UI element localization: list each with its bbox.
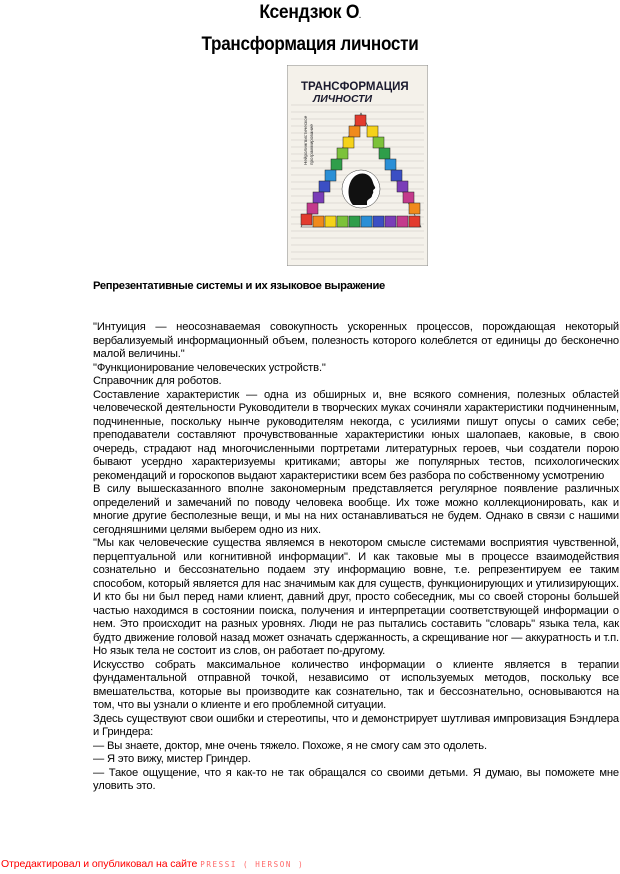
section-heading: Репрезентативные системы и их языковое выражение	[93, 280, 385, 292]
paragraph: В силу вышесказанного вполне закономерным представляется регулярное появление различных определений и замечаний по поводу человека вообще. Их тоже можно коллекционировать, как и многие другие бесполезные вещи, и мы на них останавливаться не будем. Однако в связи с нашими сегодняшними целями выберем одно из них.	[93, 483, 619, 536]
head-silhouette	[342, 170, 380, 208]
paragraph: — Вы знаете, доктор, мне очень тяжело. Похоже, я не смогу сам это одолеть.	[93, 739, 487, 752]
author-name	[25, 2, 595, 24]
site-logo[interactable]: PRESSI ( HERSON )	[200, 860, 305, 869]
cover-side-line1: Нейролингвистическое	[303, 115, 308, 165]
book-title: Трансформация личности	[201, 34, 419, 55]
paragraph: Искусство собрать максимальное количество информации о клиенте является в терапии фундаментальной отправной точкой, независимо от используемых методов, поскольку все вмешательства, которые вы производите как сознательно, так и бессознательно, основываются на том, что вы узнали о клиенте и его проблемной ситуации.	[93, 658, 619, 711]
cover-title-line2: ЛИЧНОСТИ	[313, 93, 373, 105]
book-cover	[287, 65, 428, 266]
paragraph: "Функционирование человеческих устройств."	[93, 361, 326, 374]
paragraph: Справочник для роботов.	[93, 375, 222, 387]
footer-credit	[1, 858, 304, 870]
cover-title-line1: ТРАНСФОРМАЦИЯ	[301, 81, 409, 93]
footer-credit-text: Отредактировал и опубликовал на сайте	[1, 858, 198, 870]
paragraph: — Такое ощущение, что я как-то не так обращался со своими детьми. Я думаю, вы поможете мне уловить это.	[93, 766, 619, 792]
paragraph: "Интуиция — неосознаваемая совокупность ускоренных процессов, порождающая некоторый вербализуемый информационный объем, полезность которого колеблется от единицы до бесконечно малой величины."	[93, 321, 619, 360]
paragraph: Здесь существуют свои ошибки и стереотипы, что и демонстрирует шутливая импровизация Бэндлера и Гриндера:	[93, 712, 619, 738]
author-name-mark: .	[359, 13, 361, 20]
author-name-text: Ксендзюк О	[259, 2, 360, 23]
body-text	[93, 321, 619, 794]
paragraph: "Мы как человеческие существа являемся в некотором смысле системами восприятия чувственной, перцептуальной или когнитивной информации". И как таковые мы в процессе взаимодействия сознательно и бессознательно подаем эту информацию вовне, т.е. репрезентируем ее таким способом, который является для нас значимым как для существ, функционирующих и утилизирующих. И кто бы ни был перед нами клиент, давний друг, просто собеседник, мы со своей стороны большей частью находимся в состоянии поиска, получения и интерпретации соответствующей информации о нем. Это происходит на разных уровнях. Люди не раз пытались составить "словарь" языка тела, как будто движение головой назад может означать сдержанность, а скрещивание ног — аккуратность и т.п. Но язык тела не состоит из слов, он работает по-другому.	[93, 537, 619, 657]
cover-side-line2: программирование	[309, 124, 314, 165]
paragraph: Составление характеристик — одна из обширных и, вне всякого сомнения, полезных областей человеческой деятельности Руководители в творческих муках сочиняли характеристики подчиненным, подчиненные, поскольку нынче руководителям некогда, с усилиями пишут опусы о самих себе; преподаватели составляют прочувствованные характеристики юных шалопаев, каковые, в свою очередь, страдают над многочисленными портретами литературных героев, чьи создатели порою бывают усердно характеризуемы критиками; авторы же популярных тестов, психологических рекомендаций и гороскопов выдают характеристики всем без разбора по собственному усмотрению	[93, 388, 619, 482]
paragraph: — Я это вижу, мистер Гриндер.	[93, 753, 251, 765]
